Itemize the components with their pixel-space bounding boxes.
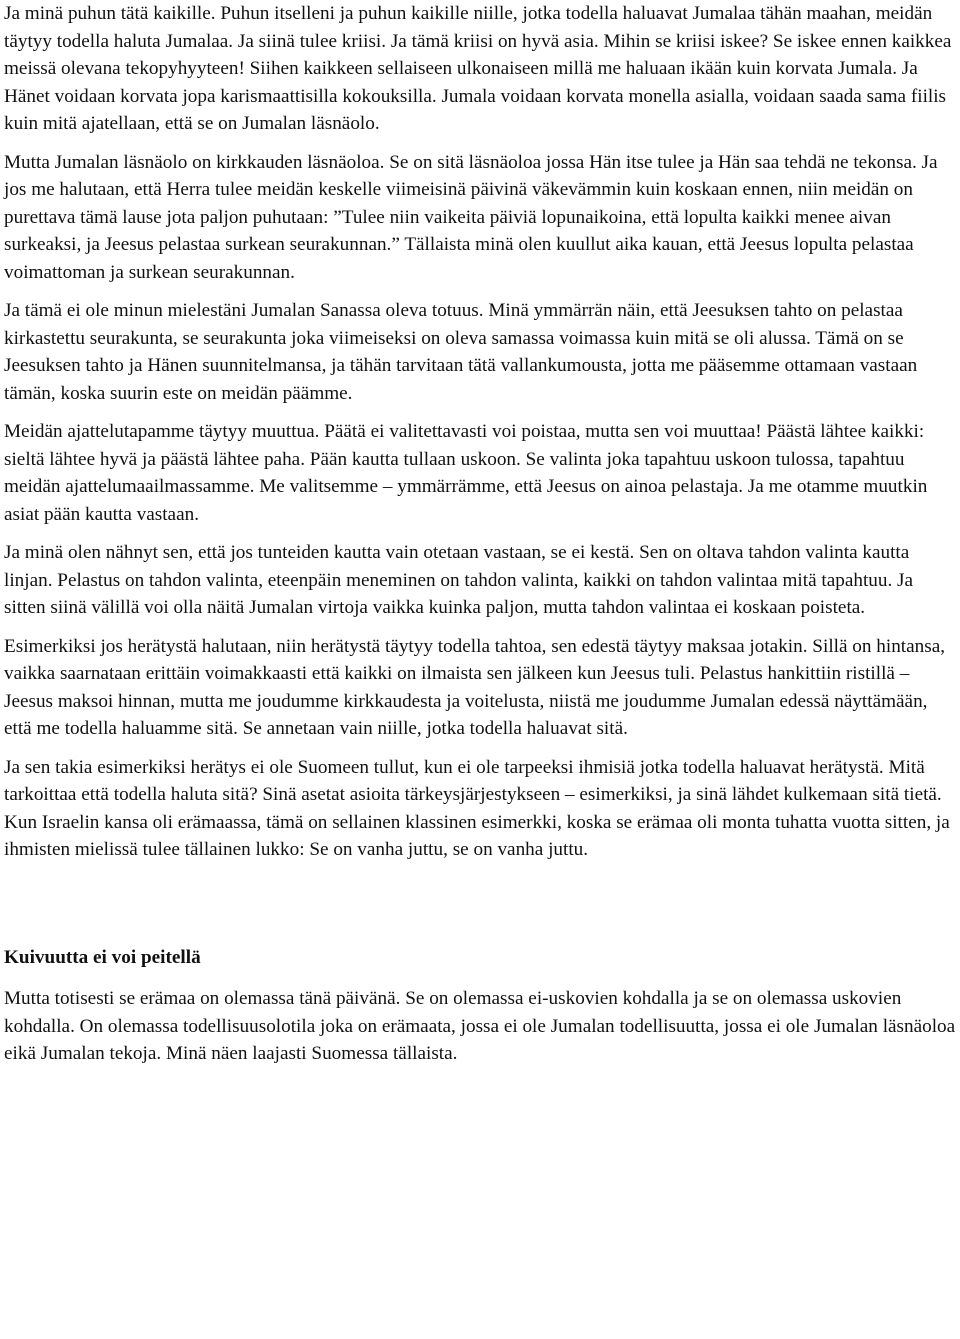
paragraph: Ja sen takia esimerkiksi herätys ei ole Suomeen tullut, kun ei ole tarpeeksi ihmisiä jotka todella haluavat herätystä. Mitä tarkoittaa että todella haluta sitä? Sinä asetat asioita tärkeysjärjestykseen – esimerkiksi, ja sinä lähdet kulkemaan sitä tietä. Kun Israelin kansa oli erämaassa, tämä on sellainen klassinen esimerkki, koska se erämaa oli monta tuhatta vuotta sitten, ja ihmisten mielissä tulee tällainen lukko: Se on vanha juttu, se on vanha juttu.	[4, 756, 950, 860]
paragraph: Ja minä puhun tätä kaikille. Puhun itselleni ja puhun kaikille niille, jotka todella haluavat Jumalaa tähän maahan, meidän täytyy todella haluta Jumalaa. Ja siinä tulee kriisi. Ja tämä kriisi on hyvä asia. Mihin se kriisi iskee? Se iskee ennen kaikkea meissä olevana tekopyhyyteen! Siihen kaikkeen sellaiseen ulkonaiseen millä me haluaan ikään kuin korvata Jumala. Ja Hänet voidaan korvata jopa karismaattisilla kokouksilla. Jumala voidaan korvata monella asialla, voidaan saada sama fiilis kuin mitä ajatellaan, että se on Jumalan läsnäolo.	[4, 3, 952, 134]
paragraph: Ja tämä ei ole minun mielestäni Jumalan Sanassa oleva totuus. Minä ymmärrän näin, että Jeesuksen tahto on pelastaa kirkastettu seurakunta, se seurakunta joka viimeiseksi on oleva samassa voimassa kuin mitä se oli alussa. Tämä on se Jeesuksen tahto ja Hänen suunnitelmansa, ja tähän tarvitaan tätä vallankumousta, jotta me pääsemme ottamaan vastaan tämän, koska suurin este on meidän päämme.	[4, 300, 918, 404]
section-heading: Kuivuutta ei voi peitellä	[4, 946, 201, 968]
paragraph: Mutta totisesti se erämaa on olemassa tänä päivänä. Se on olemassa ei-uskovien kohdalla ja se on olemassa uskovien kohdalla. On olemassa todellisuusolotila joka on erämaata, jossa ei ole Jumalan todellisuutta, jossa ei ole Jumalan läsnäoloa eikä Jumalan tekoja. Minä näen laajasti Suomessa tällaista.	[4, 988, 956, 1064]
document-body	[4, 0, 959, 1079]
paragraph: Ja minä olen nähnyt sen, että jos tunteiden kautta vain otetaan vastaan, se ei kestä. Sen on oltava tahdon valinta kautta linjan. Pelastus on tahdon valinta, eteenpäin meneminen on tahdon valinta, kaikki on tahdon valintaa mitä tapahtuu. Ja sitten siinä välillä voi olla näitä Jumalan virtoja vaikka kuinka paljon, mutta tahdon valintaa ei koskaan poisteta.	[4, 542, 914, 618]
paragraph: Mutta Jumalan läsnäolo on kirkkauden läsnäoloa. Se on sitä läsnäoloa jossa Hän itse tulee ja Hän saa tehdä ne tekonsa. Ja jos me halutaan, että Herra tulee meidän keskelle viimeisinä päivinä väkevämmin kuin koskaan ennen, niin meidän on purettava tämä lause jota paljon puhutaan: ”Tulee niin vaikeita päiviä lopunaikoina, että lopulta kaikki menee aivan surkeaksi, ja Jeesus pelastaa surkean seurakunnan.” Tällaista minä olen kuullut aika kauan, että Jeesus lopulta pelastaa voimattoman ja surkean seurakunnan.	[4, 151, 938, 283]
paragraph: Meidän ajattelutapamme täytyy muuttua. Päätä ei valitettavasti voi poistaa, mutta sen voi muuttaa! Päästä lähtee kaikki: sieltä lähtee hyvä ja päästä lähtee paha. Pään kautta tullaan uskoon. Se valinta joka tapahtuu uskoon tulossa, tapahtuu meidän ajattelumaailmassamme. Me valitsemme – ymmärrämme, että Jeesus on ainoa pelastaja. Ja me otamme muutkin asiat pään kautta vastaan.	[4, 421, 928, 525]
paragraph: Esimerkiksi jos herätystä halutaan, niin herätystä täytyy todella tahtoa, sen edestä täytyy maksaa jotakin. Sillä on hintansa, vaikka saarnataan erittäin voimakkaasti että kaikki on ilmaista sen jälkeen kun Jeesus tuli. Pelastus hankittiin ristillä – Jeesus maksoi hinnan, mutta me joudumme kirkkaudesta ja voitelusta, niistä me joudumme Jumalan edessä näyttämään, että me todella haluamme sitä. Se annetaan vain niille, jotka todella haluavat sitä.	[4, 635, 946, 739]
